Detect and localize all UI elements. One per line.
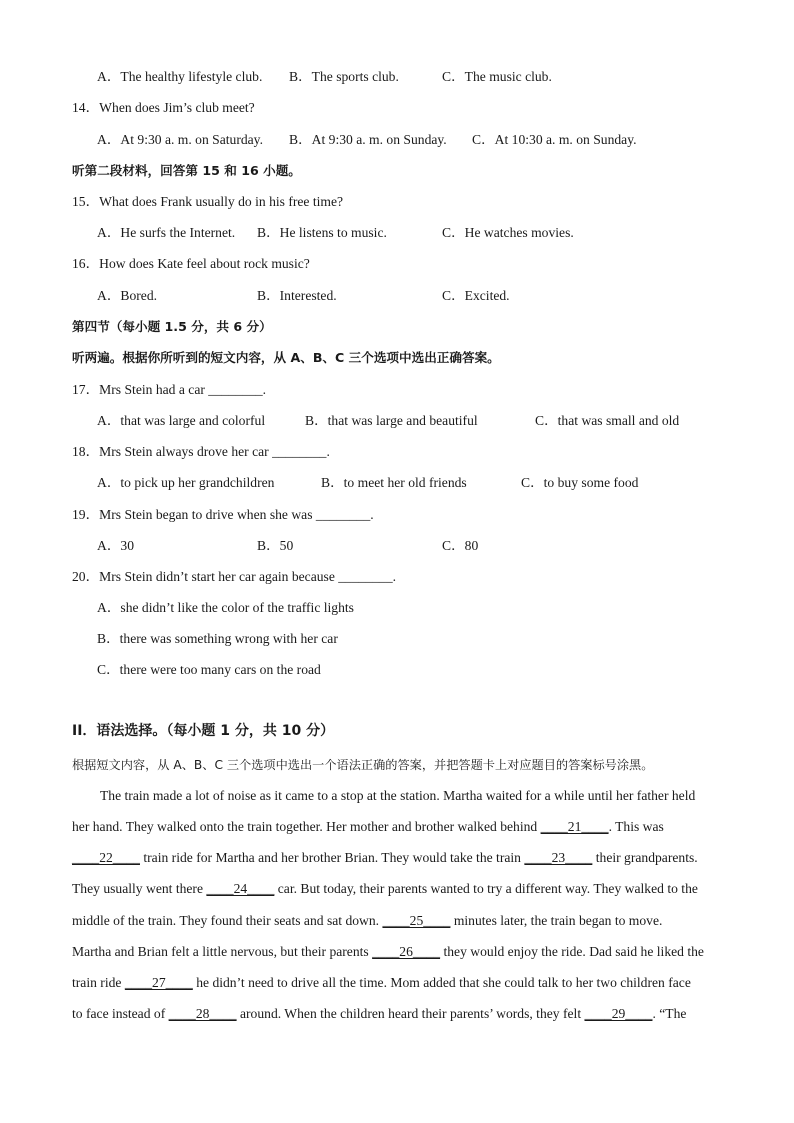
q16-option-a: A．Bored. [97, 288, 158, 303]
q19-option-a: A．30 [97, 538, 135, 553]
passage-line-3 [72, 849, 698, 867]
q14-option-b: B．At 9:30 a. m. on Sunday. [289, 132, 447, 147]
blank-28[interactable]: ____28____ [168, 1006, 237, 1021]
section4-instruction: 听两遍。根据你所听到的短文内容，从 A、B、C 三个选项中选出正确答案。 [72, 350, 500, 365]
blank-21[interactable]: ____21____ [540, 819, 609, 834]
passage-text: The train made a lot of noise as it came to a stop at the station. Martha waited for a while until her father held [100, 788, 696, 803]
q18-question: 18．Mrs Stein always drove her car ________. [72, 444, 330, 459]
part2-instruction: 根据短文内容，从 A、B、C 三个选项中选出一个语法正确的答案，并把答题卡上对应题目的答案标号涂黑。 [72, 758, 654, 772]
passage-text: train ride [72, 975, 125, 990]
q20-option-b: B．there was something wrong with her car [97, 631, 338, 646]
passage-text: middle of the train. They found their seats and sat down. [72, 913, 383, 928]
q19-option-b: B．50 [257, 538, 294, 553]
q17-option-a: A．that was large and colorful [97, 413, 266, 428]
passage-text: car. But today, their parents wanted to try a different way. They walked to the [274, 881, 698, 896]
blank-25[interactable]: ____25____ [382, 913, 451, 928]
q18-option-c: C．to buy some food [521, 475, 639, 490]
blank-22[interactable]: ____22____ [72, 850, 140, 865]
passage-line-6 [72, 943, 704, 961]
q14-option-a: A．At 9:30 a. m. on Saturday. [97, 132, 263, 147]
q20-question: 20．Mrs Stein didn’t start her car again because ________. [72, 569, 397, 584]
passage-text: train ride for Martha and her brother Brian. They would take the train [139, 850, 525, 865]
q14-option-c: C．At 10:30 a. m. on Sunday. [472, 132, 637, 147]
q15-option-c: C．He watches movies. [442, 225, 574, 240]
q20-option-c: C．there were too many cars on the road [97, 662, 321, 677]
passage-text: they would enjoy the ride. Dad said he liked the [440, 944, 704, 959]
q13-option-c: C．The music club. [442, 69, 552, 84]
q17-question: 17．Mrs Stein had a car ________. [72, 382, 267, 397]
passage-text: . This was [608, 819, 664, 834]
q16-option-c: C．Excited. [442, 288, 510, 303]
blank-29[interactable]: ____29____ [584, 1006, 653, 1021]
part2-title: II．语法选择。（每小题 1 分，共 10 分） [72, 723, 335, 739]
q19-question: 19．Mrs Stein began to drive when she was ________. [72, 507, 374, 522]
blank-23[interactable]: ____23____ [524, 850, 593, 865]
passage-text: minutes later, the train began to move. [450, 913, 663, 928]
passage-text: around. When the children heard their parents’ words, they felt [236, 1006, 585, 1021]
passage-line-4 [72, 880, 698, 898]
blank-27[interactable]: ____27____ [124, 975, 193, 990]
blank-26[interactable]: ____26____ [372, 944, 441, 959]
passage-text: They usually went there [72, 881, 207, 896]
q15-option-a: A．He surfs the Internet. [97, 225, 236, 240]
passage-text: . “The [652, 1006, 687, 1021]
q16-option-b: B．Interested. [257, 288, 337, 303]
q16-question: 16．How does Kate feel about rock music? [72, 256, 310, 271]
q19-option-c: C．80 [442, 538, 479, 553]
q15-option-b: B．He listens to music. [257, 225, 387, 240]
passage-line-5 [72, 912, 662, 930]
section4-title: 第四节（每小题 1.5 分，共 6 分） [72, 319, 272, 334]
q13-option-b: B．The sports club. [289, 69, 399, 84]
passage-line-8 [72, 1005, 686, 1023]
passage-text: he didn’t need to drive all the time. Mom added that she could talk to her two children face [192, 975, 691, 990]
passage-text: their grandparents. [592, 850, 698, 865]
q17-option-c: C．that was small and old [535, 413, 680, 428]
q13-option-a: A．The healthy lifestyle club. [97, 69, 263, 84]
q20-option-a: A．she didn’t like the color of the traffic lights [97, 600, 354, 615]
passage-text: her hand. They walked onto the train together. Her mother and brother walked behind [72, 819, 541, 834]
passage-line-7 [72, 974, 691, 992]
q15-question: 15．What does Frank usually do in his free time? [72, 194, 344, 209]
passage-text: to face instead of [72, 1006, 169, 1021]
q18-option-a: A．to pick up her grandchildren [97, 475, 275, 490]
instruction-passage-2: 听第二段材料，回答第 15 和 16 小题。 [72, 163, 301, 178]
passage-text: Martha and Brian felt a little nervous, but their parents [72, 944, 373, 959]
passage-line-2 [72, 818, 664, 836]
q17-option-b: B．that was large and beautiful [305, 413, 478, 428]
blank-24[interactable]: ____24____ [206, 881, 275, 896]
passage-line-1 [100, 787, 695, 805]
q14-question: 14．When does Jim’s club meet? [72, 100, 255, 115]
q18-option-b: B．to meet her old friends [321, 475, 467, 490]
